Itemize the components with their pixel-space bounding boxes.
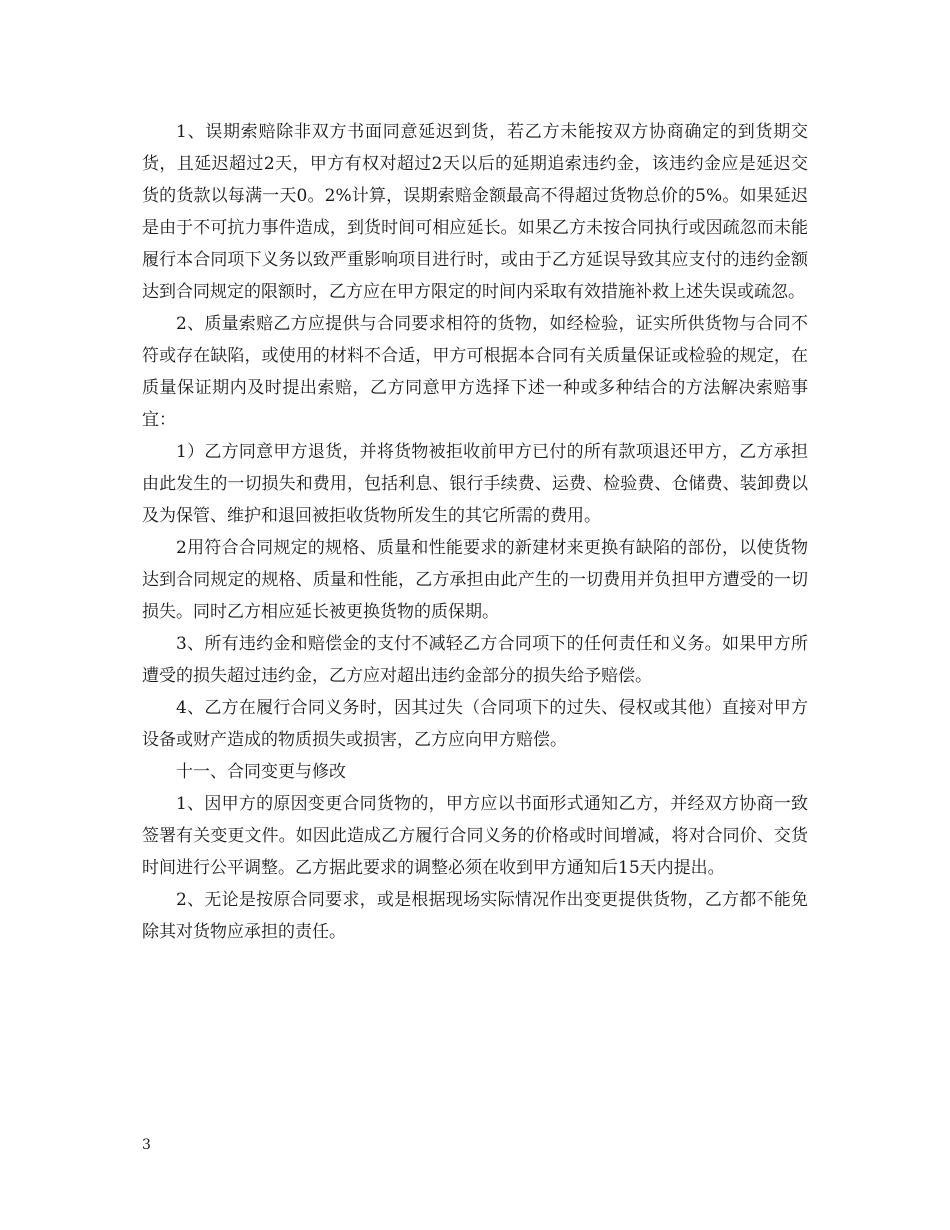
paragraph-quality-claim: 2、质量索赔乙方应提供与合同要求相符的货物，如经检验，证实所供货物与合同不符或存在缺陷，或使用的材料不合适，甲方可根据本合同有关质量保证或检验的规定，在质量保证期内及时提出索赔，乙方同意甲方选择下述一种或多种结合的方法解决索赔事宜： [142,314,808,430]
paragraph-penalty-payment: 3、所有违约金和赔偿金的支付不减轻乙方合同项下的任何责任和义务。如果甲方所遭受的损失超过违约金，乙方应对超出违约金部分的损失给予赔偿。 [142,634,808,686]
paragraph-replace-parts: 2用符合合同规定的规格、质量和性能要求的新建材来更换有缺陷的部份，以使货物达到合同规定的规格、质量和性能，乙方承担由此产生的一切费用并负担甲方遭受的一切损失。同时乙方相应延长被更换货物的质保期。 [142,538,808,622]
paragraph-delay-claim: 1、误期索赔除非双方书面同意延迟到货，若乙方未能按双方协商确定的到货期交货，且延迟超过2天，甲方有权对超过2天以后的延期追索违约金，该违约金应是延迟交货的货款以每满一天0。2%计算，误期索赔金额最高不得超过货物总价的5%。如果延迟是由于不可抗力事件造成，到货时间可相应延长。如果乙方未按合同执行或因疏忽而未能履行本合同项下义务以致严重影响项目进行时，或由于乙方延误导致其应支付的违约金额达到合同规定的限额时，乙方应在甲方限定的时间内采取有效措施补救上述失误或疏忽。 [142,122,808,302]
section-heading-contract-change: 十一、合同变更与修改 [176,762,346,782]
page-number: 3 [142,1137,151,1153]
paragraph-return-goods: 1）乙方同意甲方退货，并将货物被拒收前甲方已付的所有款项退还甲方，乙方承担由此发生的一切损失和费用，包括利息、银行手续费、运费、检验费、仓储费、装卸费以及为保管、维护和退回被拒收货物所发生的其它所需的费用。 [142,442,808,526]
paragraph-change-notice: 1、因甲方的原因变更合同货物的，甲方应以书面形式通知乙方，并经双方协商一致签署有关变更文件。如因此造成乙方履行合同义务的价格或时间增减，将对合同价、交货时间进行公平调整。乙方据此要求的调整必须在收到甲方通知后15天内提出。 [142,794,808,878]
paragraph-change-responsibility: 2、无论是按原合同要求，或是根据现场实际情况作出变更提供货物，乙方都不能免除其对货物应承担的责任。 [142,890,808,942]
document-body [142,116,808,948]
paragraph-fault-damage: 4、乙方在履行合同义务时，因其过失（合同项下的过失、侵权或其他）直接对甲方设备或财产造成的物质损失或损害，乙方应向甲方赔偿。 [142,698,808,750]
